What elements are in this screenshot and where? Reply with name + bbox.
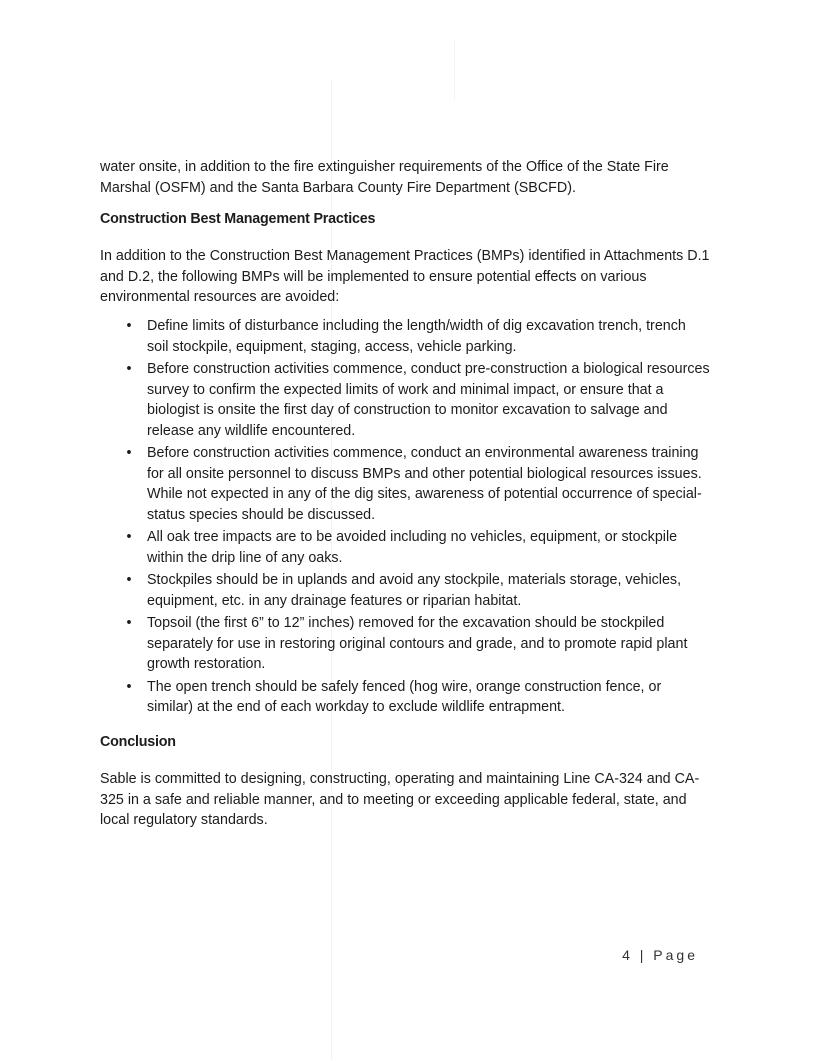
bullet-icon: • <box>126 445 132 461</box>
list-item <box>100 359 710 441</box>
list-item-text: Stockpiles should be in uplands and avoid any stockpile, materials storage, vehicles, equipment, etc. in any drainage features or riparian habitat. <box>147 572 682 609</box>
list-item-text: The open trench should be safely fenced (hog wire, orange construction fence, or similar) at the end of each workday to exclude wildlife entrapment. <box>147 678 662 715</box>
intro-paragraph: water onsite, in addition to the fire extinguisher requirements of the Office of the State Fire Marshal (OSFM) and the Santa Barbara County Fire Department (SBCFD). <box>100 159 669 196</box>
conclusion-paragraph: Sable is committed to designing, constructing, operating and maintaining Line CA-324 and CA-325 in a safe and reliable manner, and to meeting or exceeding applicable federal, state, and local regulatory standards. <box>100 771 700 828</box>
list-item <box>100 443 710 525</box>
list-item <box>100 527 710 568</box>
bmp-bullet-list <box>100 316 710 720</box>
bullet-icon: • <box>126 572 132 588</box>
page-number-footer: 4 | Page <box>622 947 698 963</box>
bullet-icon: • <box>126 361 132 377</box>
list-item-text: Topsoil (the first 6” to 12” inches) removed for the excavation should be stockpiled separately for use in restoring original contours and grade, and to promote rapid plant growth restoration. <box>147 615 688 672</box>
list-item-text: Before construction activities commence, conduct pre-construction a biological resources survey to confirm the expected limits of work and minimal impact, or ensure that a biologist is onsite the first day of construction to monitor excavation to salvage and release any wildlife encountered. <box>147 361 710 439</box>
bullet-icon: • <box>126 318 132 334</box>
list-item-text: Before construction activities commence, conduct an environmental awareness training for all onsite personnel to discuss BMPs and other potential biological resources issues. While not expected in any of the dig sites, awareness of potential occurrence of special-status species should be discussed. <box>147 445 702 523</box>
scan-artifact-line <box>454 40 455 100</box>
conclusion-heading: Conclusion <box>100 734 176 750</box>
bullet-icon: • <box>126 615 132 631</box>
list-item-text: All oak tree impacts are to be avoided including no vehicles, equipment, or stockpile within the drip line of any oaks. <box>147 529 678 566</box>
bmp-section-heading: Construction Best Management Practices <box>100 211 376 227</box>
bullet-icon: • <box>126 678 132 695</box>
list-item <box>100 570 710 611</box>
bullet-icon: • <box>126 529 132 545</box>
list-item-text: Define limits of disturbance including the length/width of dig excavation trench, trench soil stockpile, equipment, staging, access, vehicle parking. <box>147 318 686 355</box>
list-item <box>100 316 710 357</box>
bmp-intro-paragraph: In addition to the Construction Best Management Practices (BMPs) identified in Attachments D.1 and D.2, the following BMPs will be implemented to ensure potential effects on various environmental resources are avoided: <box>100 248 710 305</box>
list-item <box>100 613 710 675</box>
list-item <box>100 677 710 718</box>
